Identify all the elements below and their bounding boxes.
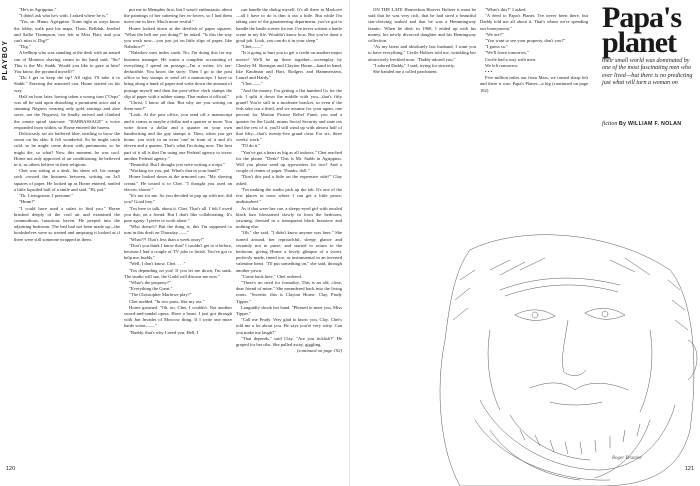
paragraph: "The Christopher Marlowe play?" [129,292,192,298]
paragraph: Languidly shook her hand. "Pleased to meet you, Miss Tipper." [236,304,342,316]
nose [563,320,586,376]
paragraph: "Come back here," Chet ordered. [241,273,302,279]
paragraph: We left tomorrow. [485,62,519,68]
paragraph: Five million miles out from Mars, we turned sharp left and there it was: Papa's Planet—a big (continued on page 182) [480,75,588,93]
paragraph: "Dig." [19,44,31,50]
paragraph: "You want to see your property, don't you?" [485,38,566,44]
paragraph: "Everything the Great." [129,286,173,292]
paragraph: "Don't you think I know that? I couldn't get to it before, because I had a couple of TV jobs to finish. You've got to help me, buddy." [124,242,232,261]
paragraph: "Beautiful. But I thought you were writing a script." [129,162,225,168]
hair-hatch [453,270,688,330]
paragraph: "Is it going to hurt you to get a credit on another major movie? We'll be up there together—screenplay by Chesley M. Sberngus and Clayton Horne—hand in hand, like Kaufman and Hart, Rodgers and Hammerstein, Laurel and Hardy." [236,50,342,81]
left-column-3 [236,7,342,462]
paragraph: "Who doesn't? But the thing is, this I'm supposed to turn in this draft on Thursday——" [124,224,232,236]
paragraph: "What's the property?" [129,279,171,285]
paragraph: "That depends," said Clay. "Are you ticklish?" He groped for her ribs. She pulled away, giggling. [236,335,342,347]
paragraph: "Oh," she said, "I didn't know anyone was here." She turned around, her reproachful, sleepy glance and certainly not in purse, and started to return to the bedroom, giving Horne a lovely glimpse of a sweet, perfectly made, tinted too, as instrumental in an inverted valentine heart. "I'll put something on," she said, through another yawn. [236,230,342,273]
mouth [550,402,602,405]
cheek-left [488,330,500,410]
paragraph: Horne looked down at the devilish of paper squares. "What the hell are you doing?" he asked. "Is this the way you work now—you just jot on little slips of paper, like Nabokov?" [124,25,232,50]
beard-3 [490,430,580,480]
paragraph: "We'll leave tomorrow." [485,50,530,56]
story-title [602,1,698,59]
right-page [350,0,700,486]
paragraph: "What??! That's less than a week away!" [129,236,204,242]
cheek-right [640,330,652,412]
paragraph: ON THE LATE Hauverkon Hoover Holtzer it must be said that he was very rich, that he had sired a beautiful star-cleaving seabed and that he was a Hemmingway fanatic. When he died, in 1968, I ended up with his money, his newly divorced daughter and his Hemingway collection. [368,7,476,44]
running-head: PLAYBOY [2,40,9,81]
paragraph: "As my latest and absolutely last husband, I want you to have everything," Cecile Holtzer told me, wrinkling her attractively freckled nose. "Daddy adored you." [368,44,476,62]
paragraph: "Yes, sir. Hmm. Agrippino. Trans tight as ways know the lobby, walk past his maps, Thais, Bellduh, Jezebel and Sallie Thompson, two left at Miss Flair, and you can't miss it. Dig?" [14,19,120,44]
face-outline [440,235,694,486]
paragraph: "Christ, I know all that. But why are you writing on them now?" [124,100,232,112]
pupil-left [532,312,538,318]
forehead-hatch-1 [490,258,650,275]
paragraph: "Dr. Livingstone, I presume." [19,193,74,199]
paragraph: "Buddy, that's why I need you. Hell, I [129,329,199,335]
paragraph: Chet was sitting at a desk, his shoes off, his orange sock crossed the business between, writing on 3x5 squares of paper. He looked up as Horne entered, smiled a little lopsided half of a smile and said, "Hi, pal." [14,168,120,192]
paragraph: "Don't this pad a little on the expensive side?" Clay asked. [236,174,342,186]
paragraph: put me in Memphis first, but I wasn't enthusiastic about the paintings of her cattering her ex-lovers, so I had them move me in here. Much more restful." [124,7,232,25]
brow-line-2 [505,285,618,296]
page-number-right: 121 [684,466,694,472]
title-line-2: planet [602,26,677,59]
paragraph: • • • [485,69,493,75]
left-column-1 [14,7,120,462]
paragraph: "And the money. I'm getting a flat hundred Gs for the job. I split it down the middle with you—that's fifty grand! You're still in a moderate bracket, so even if the feds take out a third, and we assume for your agent, one percent for Motion Picture Relief Fund, you and a quarter for the Guild, minus Social Security and state tax and the rest of it, you'll still wind up with almost half of that fifty—that's twenty-five grand clear. For six, three weeks' work." [236,87,342,143]
mustache [530,383,628,390]
paragraph: "I'm here to talk, about it. Chet. That's all. I felt I owed you that, on a friend. But I don't like collaborating. It's pure agony. I prefer to work alone." [124,205,232,223]
illustration-bearded-face [350,230,700,486]
paragraph: can handle the dialog myself. It's all there in Marlowe—all I have to do is thin it out a little. But while I'm taking care of the gamineering department, you've got to handle the battle scenes for me. I've never written a battle scene in my life. Wouldn't know how. But you've done a good job. Look, you can do it in your sleep." [236,7,342,44]
paragraph: "Hmm?" [19,199,36,205]
beard-1 [480,400,675,470]
beard-hatch [520,424,640,454]
paragraph: "There's no need for formality. This is an old, close, dear friend of mine." She meandered back into the living room. "Sweetie, this is Clayton Horne. Clay, Prudy Tipper." [236,279,342,304]
paragraph: "I adored Daddy," I said, trying for sincerity. [373,62,455,68]
right-column-1 [368,7,476,259]
illustrator-signature: Roger Brunner [612,456,643,461]
paragraph: "I'm making the studio pick up the tab. It's one of the few places in town where I can get a little peace, undisturbed." [236,186,342,205]
page-number-left: 120 [6,466,16,472]
paragraph: A hellhop who was standing at the desk with an armed can of Montero shaving cream in his hand said, "Sir? This is the Mr. Stabb. Would you like to gaze at him? You know, the pyramid myself?" [14,50,120,75]
paragraph: "I didn't ask who he's with. I asked where he is." [19,13,109,19]
paragraph: Half an hour later, having taken a wrong turn ("Oops" was all he said upon disturbing a prominent actor and a stunning Negress wearing only gold earrings and aloe sores, not the Negress), he finally arrived and climbed the ornate spiral staircase. "HARRASSAGE" a voice responded from within, so Horne entered the harem. [14,93,120,130]
paragraph: "Call me Prudy. Very glad to know you, Clay. Chet's told me a lot about you. He says you're very witty. Can you make me laugh?" [236,317,342,335]
paragraph: Horne looked down at the armored can. "My shaving cream." He tossed it to Chet. "I thought you used an electric shaver." [124,174,232,192]
byline [602,121,698,127]
paragraph: "I guess so." [485,44,509,50]
paragraph: "We are?" [485,31,504,37]
paragraph: "I'll do it." [241,143,261,149]
paragraph: "Chet——" [241,44,263,50]
paragraph: Chet nodded. "In two parts, like my ass." [129,298,205,304]
byline-author: By WILLIAM F. NOLAN [618,121,682,127]
beard-2 [475,420,610,480]
paragraph: "He's in Agrippino." [19,7,57,12]
ear-right [688,340,697,380]
story-dek: their small world was dominated by one of the most fascinating men who ever lived—but there is no predicting just what will turn a woman on [602,58,693,87]
paragraph: Horne groaned. "Oh, no, Chet, I couldn't. Not another sword-and-sandal opera. Have a heart. I just got through with Jun Invader of Moscow thing. If I write one more battle scene——" [124,304,232,329]
paragraph: "What's this?" I asked. [485,7,527,12]
pupil-right [602,311,608,317]
paragraph: "I could have used a safari to find you." Horne brushed deeply of the cool air and examined the commodious, luxurious haven. He peeped into the adjoining bedroom. The bed had not been made up—the bookshelves were so treated and unsprung it looked as if there were still someone wrapped in them. [14,205,120,242]
beard-4 [510,415,590,460]
paragraph: As if that were her cue, a sleepy-eyed girl with tousled black hair blossomed slowly in from the bedroom, yawning, dressed in a transparent black brassiere and nothing else. [236,205,342,230]
beard-5 [595,420,650,478]
paragraph: (continued on page 192) [296,348,342,354]
paragraph: Cecile had a way with men. [485,56,537,62]
paragraph: "Do I get to keep the tip? All right, I'll take it to Stabb." Entering the armored can, Horne started on his way. [14,75,120,93]
paragraph: "Look. At the post office, you send off a manuscript and it comes to maybe a dollar and a quarter or more. You write down a dollar and a quarter on your own handwriting and the guy stamps it. Then, when you get home, you stick in an extra 'one' in front of it and it's eleven and a quarter. That's what I'm doing now. The best part of it all is that I'm using one Federal agency to screw another Federal agency." [124,112,232,161]
paragraph: She handed me a rolled parchment. [373,69,438,75]
paragraph: "Working for you, pal. What's that in your hand?" [129,168,221,174]
paragraph: Deliciously set air buffered blue, nestling to brow the sweat on his skin. It felt wonderful. So he might catch cold, so he might come down with pneumonia, so he might die, so what? Now, this moment, he was cool. Horne not only approved of air conditioning; he believed in it, as others believe in their religions. [14,131,120,168]
paragraph: "It's not for me. So you decided to pop up with me, did you? Good boy." [124,193,232,205]
paragraph: "Well, I don't know, Chet. . . ." [129,261,186,267]
paragraph: "I'm depending on you! If you let me down, I'm sunk. The studio will sue, the Guild will disown me now." [124,267,232,279]
title-line-1: Papa's [602,1,682,34]
paragraph: "You've got a heart as big as all indoors." Chet reached for the phone. "Desk? This is Mr. Stabb in Agrippino. Will you please send up typewriters for two? And a couple of reams of paper. Thanks, doll." [236,149,342,174]
paragraph: "Chet——" [241,81,263,87]
byline-section: fiction [602,121,618,127]
paragraph: "Nabokov uses index cards. No, I'm doing this for my business manager. He wants a complete accounting of everything I spend on postage—I'm a writer, it's tax-deductible. You know the story: Then I go to the post office to buy stamps or send off a manuscript. I have to bring along a hunk of paper and write down the amount of postage myself and then the post-office clerk stamps the slip of paper with a rubber stamp. That makes it official." [124,50,232,99]
eye-right [585,308,625,319]
paragraph: "A deed to Papa's Planet. I've never been there, but Daddy told me all about it. That's where we're spending our honeymoon." [480,13,588,31]
left-column-2 [124,7,232,462]
eye-left [515,310,555,321]
